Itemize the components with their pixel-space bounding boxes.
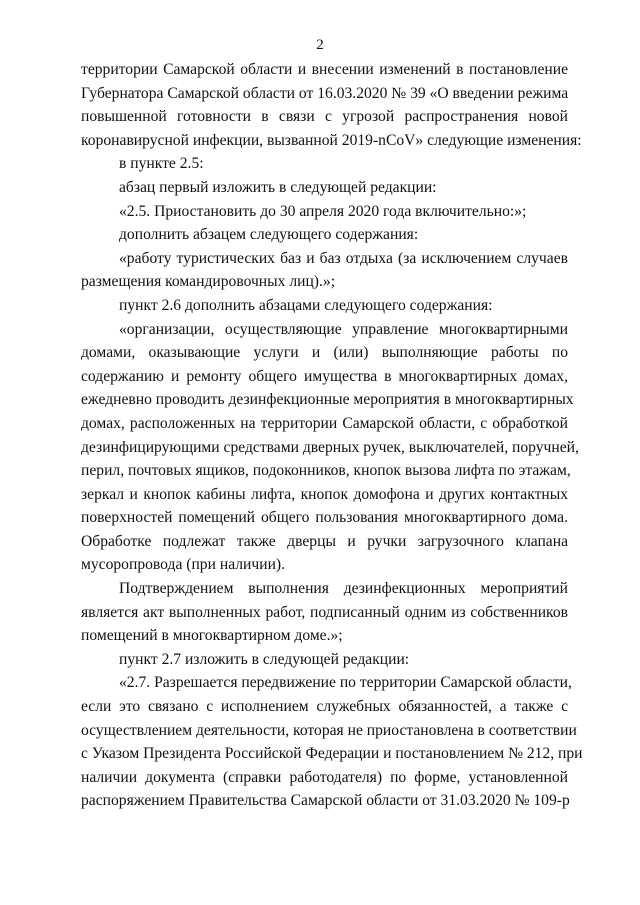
text-line: с Указом Президента Российской Федерации и постановлением № 212, при bbox=[81, 745, 583, 763]
text-line: дезинфицирующими средствами дверных ручек, выключателей, поручней, bbox=[81, 438, 579, 456]
text-line: распоряжением Правительства Самарской области от 31.03.2020 № 109-р bbox=[81, 792, 570, 810]
text-line: зеркал и кнопок кабины лифта, кнопок домофона и других контактных bbox=[81, 485, 568, 503]
text-line: абзац первый изложить в следующей редакции: bbox=[119, 178, 437, 196]
document-body bbox=[81, 58, 583, 813]
text-line: домами, оказывающие услуги и (или) выполняющие работы по bbox=[81, 344, 568, 362]
text-line: «2.5. Приостановить до 30 апреля 2020 года включительно:»; bbox=[119, 202, 527, 220]
text-line: повышенной готовности в связи с угрозой распространения новой bbox=[81, 108, 568, 126]
text-line: территории Самарской области и внесении изменений в постановление bbox=[81, 61, 568, 78]
text-line: наличии документа (справки работодателя) по форме, установленной bbox=[81, 768, 568, 786]
text-line: «организации, осуществляющие управление многоквартирными bbox=[119, 320, 568, 338]
text-line: «работу туристических баз и баз отдыха (за исключением случаев bbox=[119, 249, 568, 267]
text-line: мусоропровода (при наличии). bbox=[81, 556, 286, 574]
text-line: ежедневно проводить дезинфекционные мероприятия в многоквартирных bbox=[81, 391, 574, 409]
text-line: «2.7. Разрешается передвижение по территории Самарской области, bbox=[119, 674, 572, 692]
text-line: помещений в многоквартирном доме.»; bbox=[81, 627, 343, 645]
text-line: Губернатора Самарской области от 16.03.2020 № 39 «О введении режима bbox=[81, 84, 569, 102]
text-line: Обработке подлежат также дверцы и ручки загрузочного клапана bbox=[81, 532, 568, 550]
text-line: пункт 2.6 дополнить абзацами следующего содержания: bbox=[119, 296, 493, 314]
text-line: размещения командировочных лиц).»; bbox=[81, 273, 336, 291]
text-line: в пункте 2.5: bbox=[119, 155, 204, 173]
text-line: домах, расположенных на территории Самарской области, с обработкой bbox=[81, 414, 568, 432]
text-line: если это связано с исполнением служебных обязанностей, а также с bbox=[81, 698, 568, 716]
text-line: перил, почтовых ящиков, подоконников, кнопок вызова лифта по этажам, bbox=[81, 462, 571, 480]
text-line: Подтверждением выполнения дезинфекционных мероприятий bbox=[119, 580, 568, 598]
text-line: дополнить абзацем следующего содержания: bbox=[119, 226, 419, 244]
text-line: пункт 2.7 изложить в следующей редакции: bbox=[119, 650, 410, 668]
text-line: осуществлением деятельности, которая не приостановлена в соответствии bbox=[81, 721, 577, 739]
text-line: содержанию и ремонту общего имущества в многоквартирных домах, bbox=[81, 367, 568, 385]
text-line: поверхностей помещений общего пользования многоквартирного дома. bbox=[81, 509, 568, 527]
page-number: 2 bbox=[316, 37, 324, 53]
text-line: коронавирусной инфекции, вызванной 2019-nCoV» следующие изменения: bbox=[81, 131, 582, 149]
text-line: является акт выполненных работ, подписанный одним из собственников bbox=[81, 603, 568, 621]
